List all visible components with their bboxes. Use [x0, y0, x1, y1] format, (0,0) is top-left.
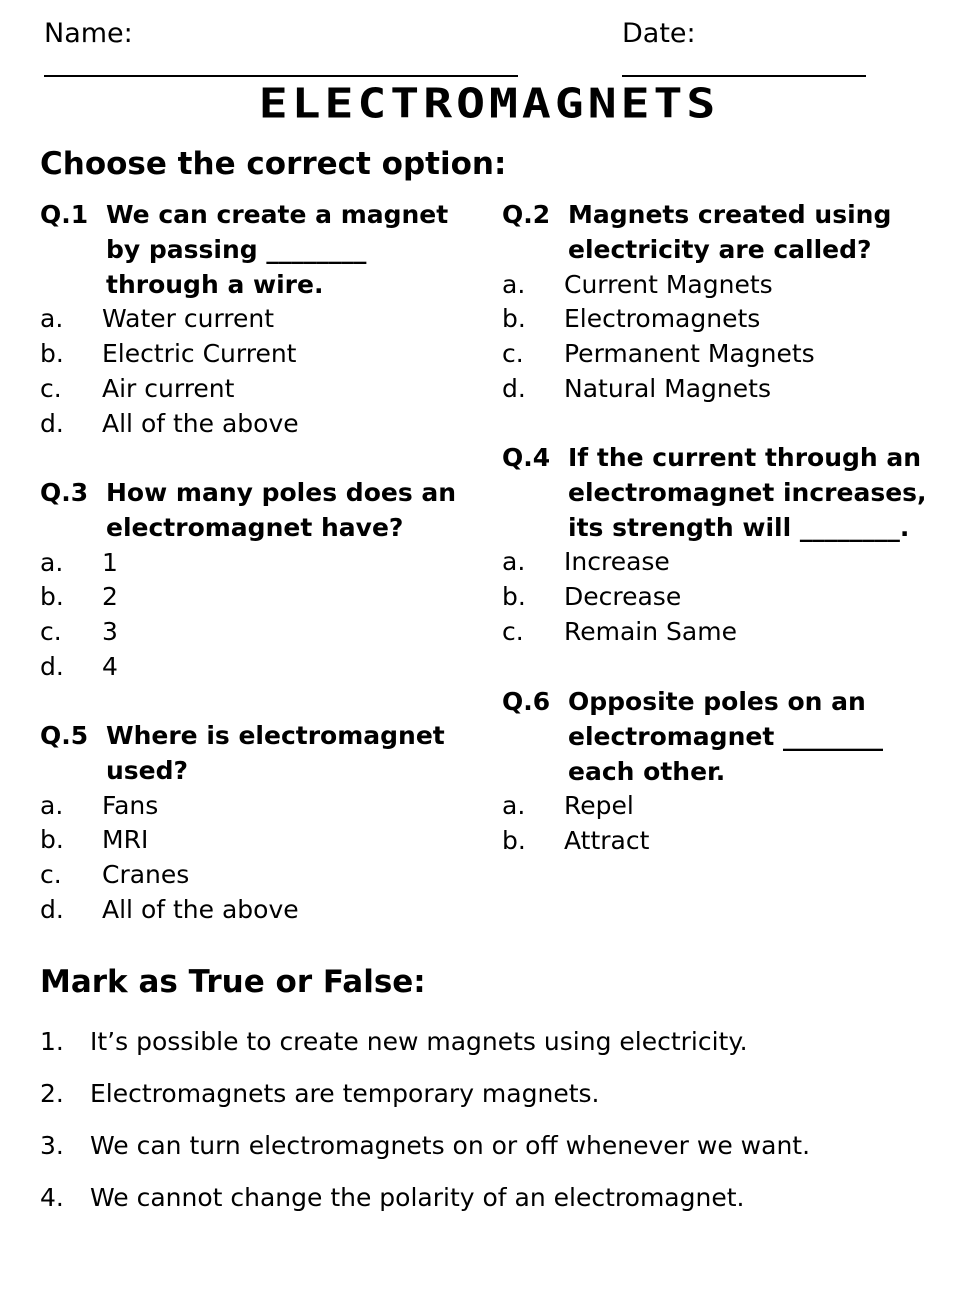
list-item — [40, 1074, 940, 1126]
option-letter: d. — [40, 408, 64, 438]
option-letter: b. — [40, 825, 64, 855]
option-c[interactable] — [40, 372, 480, 407]
question-number: Q.6 — [502, 687, 551, 716]
page-title: ELECTROMAGNETS — [258, 80, 720, 128]
option-text: Decrease — [564, 582, 682, 612]
question-1 — [40, 198, 480, 442]
option-text: Current Magnets — [564, 269, 773, 299]
option-letter: c. — [40, 860, 62, 890]
option-letter: c. — [502, 616, 524, 646]
option-text: Permanent Magnets — [564, 339, 815, 369]
name-blank[interactable] — [44, 49, 518, 77]
option-a[interactable] — [502, 789, 942, 824]
question-number: Q.4 — [502, 443, 551, 472]
true-false-heading: Mark as True or False: — [40, 964, 426, 1000]
item-number: 4. — [40, 1183, 64, 1212]
option-text: Air current — [102, 373, 235, 403]
option-text: Fans — [102, 790, 159, 820]
option-letter: a. — [40, 304, 64, 334]
item-number: 1. — [40, 1027, 64, 1056]
option-text: 3 — [102, 617, 118, 647]
option-text: Cranes — [102, 860, 190, 890]
item-number: 3. — [40, 1131, 64, 1160]
option-letter: c. — [502, 339, 524, 369]
option-text: 2 — [102, 582, 118, 612]
option-b[interactable] — [40, 337, 480, 372]
list-item — [40, 1126, 940, 1178]
option-text: 4 — [102, 651, 118, 681]
item-text: It’s possible to create new magnets using electricity. — [90, 1027, 748, 1056]
question-text: We can create a magnet by passing ________ through a wire. — [106, 200, 449, 299]
question-text: Where is electromagnet used? — [106, 721, 445, 785]
option-text: MRI — [102, 825, 149, 855]
question-number: Q.3 — [40, 478, 89, 507]
multiple-choice-heading: Choose the correct option: — [40, 146, 507, 182]
option-c[interactable] — [40, 858, 500, 893]
option-text: 1 — [102, 547, 118, 577]
list-item — [40, 1022, 940, 1074]
question-number: Q.5 — [40, 721, 89, 750]
question-3 — [40, 476, 480, 685]
date-field — [622, 18, 934, 84]
item-text: Electromagnets are temporary magnets. — [90, 1079, 600, 1108]
option-a[interactable] — [40, 546, 480, 581]
option-a[interactable] — [502, 268, 942, 303]
true-false-list — [40, 1022, 940, 1230]
option-d[interactable] — [40, 650, 480, 685]
option-a[interactable] — [40, 789, 500, 824]
date-label: Date: — [622, 18, 696, 49]
option-d[interactable] — [40, 893, 500, 928]
item-text: We can turn electromagnets on or off whenever we want. — [90, 1131, 811, 1160]
option-text: Attract — [564, 826, 650, 856]
question-number: Q.1 — [40, 200, 89, 229]
option-letter: b. — [502, 826, 526, 856]
option-a[interactable] — [40, 302, 480, 337]
option-b[interactable] — [502, 824, 942, 859]
option-letter: d. — [40, 651, 64, 681]
question-2 — [502, 198, 942, 407]
option-b[interactable] — [502, 580, 942, 615]
item-number: 2. — [40, 1079, 64, 1108]
name-label: Name: — [44, 18, 133, 49]
question-number: Q.2 — [502, 200, 551, 229]
option-text: Repel — [564, 791, 634, 821]
question-5 — [40, 719, 500, 928]
option-letter: d. — [40, 894, 64, 924]
option-text: Remain Same — [564, 616, 737, 646]
option-b[interactable] — [502, 302, 942, 337]
option-letter: a. — [40, 790, 64, 820]
question-4 — [502, 441, 942, 650]
option-text: Natural Magnets — [564, 373, 771, 403]
option-b[interactable] — [40, 580, 480, 615]
option-text: Increase — [564, 547, 670, 577]
option-text: All of the above — [102, 894, 299, 924]
option-letter: a. — [502, 791, 526, 821]
option-b[interactable] — [40, 823, 500, 858]
list-item — [40, 1178, 940, 1230]
option-letter: a. — [502, 269, 526, 299]
option-text: Electromagnets — [564, 304, 761, 334]
option-letter: c. — [40, 617, 62, 647]
item-text: We cannot change the polarity of an electromagnet. — [90, 1183, 745, 1212]
question-6 — [502, 685, 942, 859]
question-text: Opposite poles on an electromagnet ________ each other. — [568, 687, 883, 786]
option-c[interactable] — [502, 337, 942, 372]
name-field — [44, 18, 604, 84]
option-text: All of the above — [102, 408, 299, 438]
question-text: How many poles does an electromagnet have? — [106, 478, 457, 542]
date-blank[interactable] — [622, 49, 866, 77]
option-letter: b. — [40, 582, 64, 612]
question-text: If the current through an electromagnet increases, its strength will ________. — [568, 443, 927, 542]
option-letter: a. — [502, 547, 526, 577]
option-a[interactable] — [502, 545, 942, 580]
question-text: Magnets created using electricity are called? — [568, 200, 892, 264]
option-letter: a. — [40, 547, 64, 577]
option-d[interactable] — [502, 372, 942, 407]
option-text: Water current — [102, 304, 275, 334]
option-letter: c. — [40, 373, 62, 403]
option-c[interactable] — [40, 615, 480, 650]
option-letter: b. — [40, 339, 64, 369]
option-d[interactable] — [40, 407, 480, 442]
option-letter: d. — [502, 373, 526, 403]
option-letter: b. — [502, 304, 526, 334]
option-text: Electric Current — [102, 339, 297, 369]
option-c[interactable] — [502, 615, 942, 650]
option-letter: b. — [502, 582, 526, 612]
